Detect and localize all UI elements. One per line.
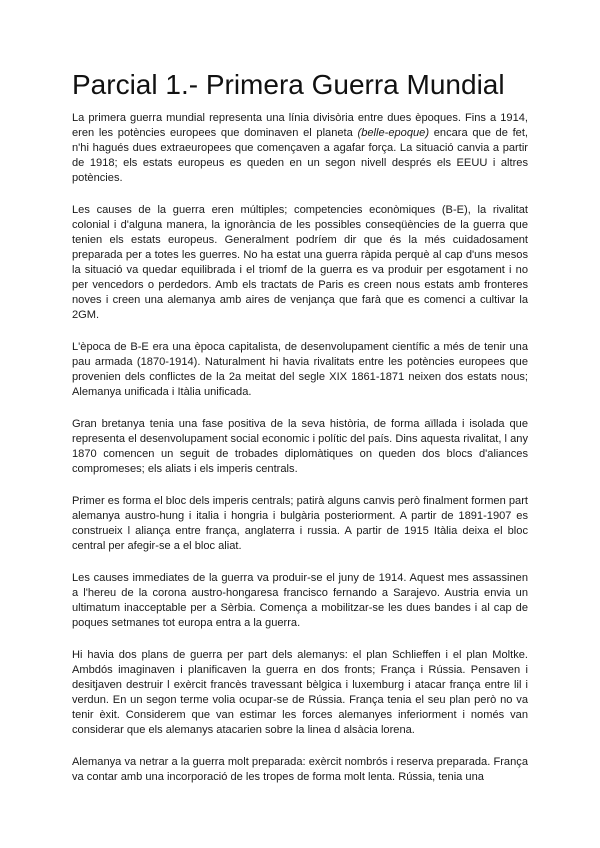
paragraph-central-powers: Primer es forma el bloc dels imperis centrals; patirà alguns canvis però finalment formen part alemanya austro-hung i italia i hongria i bulgària posteriorment. A partir de 1891-1907 es construeix l aliança entre frança, anglaterra i russia. A partir de 1915 Itàlia deixa el bloc central per afegir-se a el bloc aliat. — [72, 495, 528, 552]
paragraph-great-britain: Gran bretanya tenia una fase positiva de la seva història, de forma aïllada i isolada que representa el desenvolupament social economic i polític del país. Dins aquesta rivalitat, l any 1870 comencen un seguit de trobades diplomàtiques on queden dos blocs d'aliances compromeses; els aliats i els imperis centrals. — [72, 418, 528, 475]
paragraph-war-plans: Hi havia dos plans de guerra per part dels alemanys: el plan Schlieffen i el plan Moltke. Ambdós imaginaven i planificaven la guerra en dos fronts; França i Rússia. Pensaven i desitjaven destruir l exèrcit francès travessant bèlgica i luxemburg i atacar frança entre lil i verdun. En un segon terme volia ocupar-se de Rússia. França tenia el seu plan però no va tenir èxit. Considerem que van estimar les forces alemanyes inferiorment i només van considerar que els alemanys atacarien sobre la linea d alsàcia lorena. — [72, 649, 528, 736]
paragraph-intro-continuation: encara que de fet, n'hi hagués dues extraeuropees que començaven a agafar força. La situació canvia a partir de 1918; els estats europeus es queden en un segon nivell després els EEUU i altres potències. — [72, 127, 529, 184]
paragraph-intro — [72, 111, 528, 186]
paragraph-causes: Les causes de la guerra eren múltiples; competencies econòmiques (B-E), la rivalitat colonial i d'alguna manera, la ignorància de les possibles conseqüències de la guerra que tenien els estats europeus. Generalment podríem dir que és la més cuidadosament preparada per a totes les guerres. No ha estat una guerra ràpida perquè al cap d'uns mesos la situació va quedar equilibrada i el triomf de la guerra es va produir per esgotament i no per vencedors o perdedors. Amb els tractats de Paris es creen nous estats amb fronteres noves i creen una alemanya amb aires de venjança que farà que es comenci a cultivar la 2GM. — [72, 204, 528, 321]
paragraph-intro-italic: (belle-epoque) — [357, 127, 430, 139]
paragraph-immediate-causes: Les causes immediates de la guerra va produir-se el juny de 1914. Aquest mes assassinen a l'hereu de la corona austro-hongaresa francisco fernando a Sarajevo. Austria envia un ultimatum inacceptable per a Sèrbia. Comença a mobilitzar-se les dues bandes i al cap de poques setmanes tot europa entra a la guerra. — [72, 572, 528, 629]
document-body — [72, 111, 528, 802]
page-title: Parcial 1.- Primera Guerra Mundial — [72, 69, 505, 100]
paragraph-intro-text: La primera guerra mundial representa una línia divisòria entre dues èpoques. Fins a 1914, eren les potències europees que dominaven el planeta — [72, 112, 528, 139]
paragraph-germany-preparation: Alemanya va netrar a la guerra molt preparada: exèrcit nombrós i reserva preparada. França va contar amb una incorporació de les tropes de forma molt lenta. Rússia, tenia una — [72, 756, 528, 783]
paragraph-belle-epoque: L'època de B-E era una època capitalista, de desenvolupament científic a més de tenir una pau armada (1870-1914). Naturalment hi havia rivalitats entre les potències europees que provenien dels conflictes de la 2a meitat del segle XIX 1861-1871 neixen dos estats nous; Alemanya unificada i Itàlia unificada. — [72, 341, 528, 398]
